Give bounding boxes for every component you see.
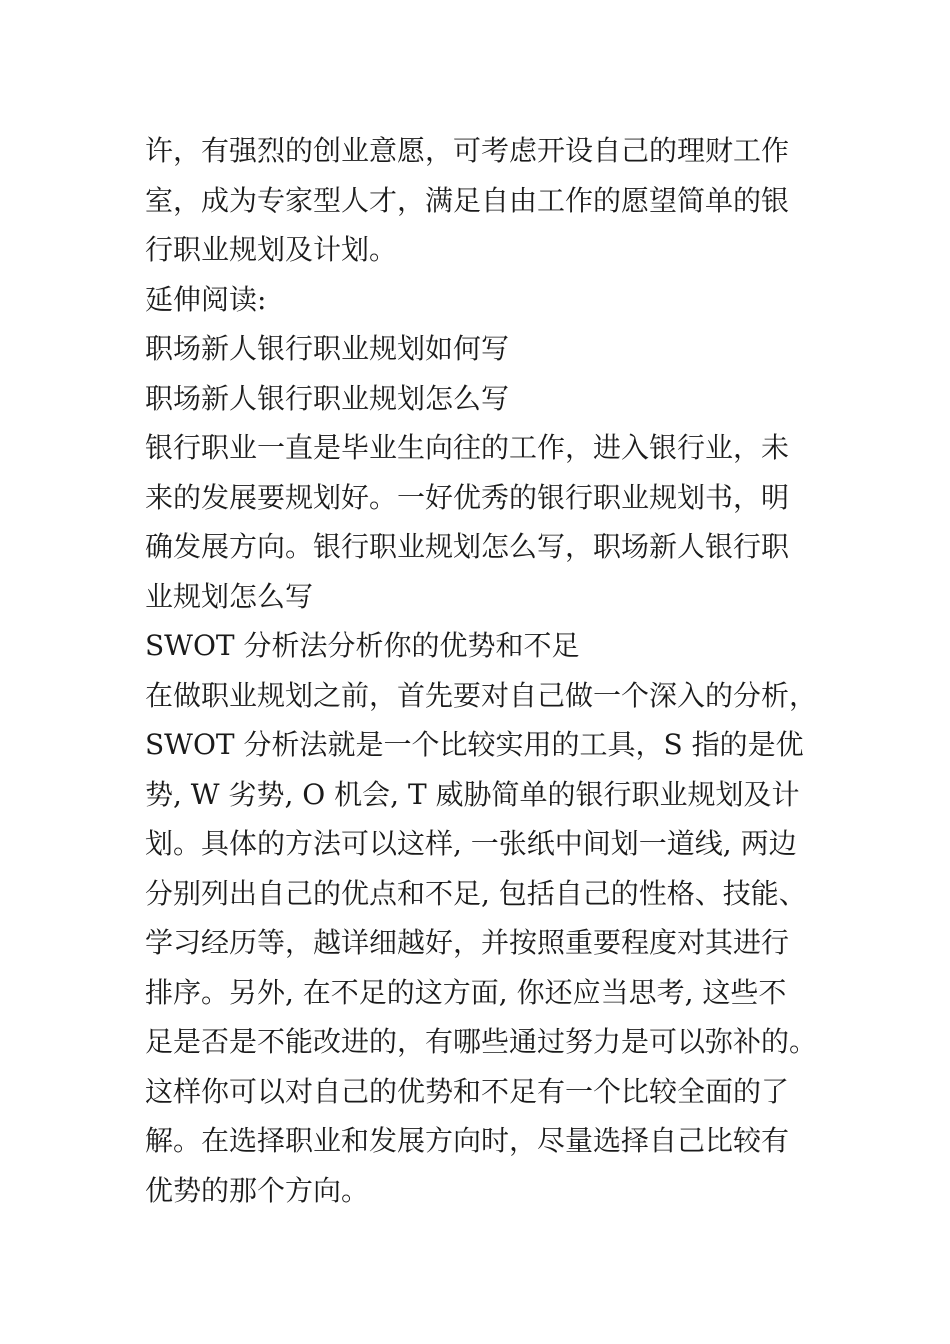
text-line: 行职业规划及计划。 [145,233,398,266]
document-body [145,126,825,1215]
related-article-title: 职场新人银行职业规划怎么写 [145,381,510,415]
text-line: 学习经历等，越详细越好，并按照重要程度对其进行 [145,926,790,959]
text-line: 银行职业一直是毕业生向往的工作，进入银行业，未 [145,431,790,464]
text-line: 室，成为专家型人才，满足自由工作的愿望简单的银 [145,183,790,217]
text-line: 足是否是不能改进的，有哪些通过努力是可以弥补的。 [145,1025,818,1058]
text-line: 排序。另外, 在不足的这方面, 你还应当思考, 这些不 [145,975,787,1009]
text-line: 来的发展要规划好。一好优秀的银行职业规划书，明 [145,480,790,514]
text-line: 分别列出自己的优点和不足, 包括自己的性格、技能、 [145,876,807,910]
text-line: 解。在选择职业和发展方向时，尽量选择自己比较有 [145,1124,790,1157]
text-line: 这样你可以对自己的优势和不足有一个比较全面的了 [145,1074,790,1108]
text-line: 业规划怎么写 [145,579,314,613]
text-line: 确发展方向。银行职业规划怎么写，职场新人银行职 [145,530,790,563]
section-heading: SWOT 分析法分析你的优势和不足 [145,629,580,662]
text-line: 许，有强烈的创业意愿，可考虑开设自己的理财工作 [145,134,790,167]
extended-reading-heading: 延伸阅读: [145,282,267,316]
related-article-title: 职场新人银行职业规划如何写 [145,332,510,365]
text-line: 优势的那个方向。 [145,1173,370,1207]
text-line: 在做职业规划之前，首先要对自己做一个深入的分析， [145,678,818,712]
text-line: 划。具体的方法可以这样, 一张纸中间划一道线, 两边 [145,827,797,860]
text-line: SWOT 分析法就是一个比较实用的工具，S 指的是优 [145,728,804,761]
text-line: 势, W 劣势, O 机会, T 威胁简单的银行职业规划及计 [145,777,800,811]
